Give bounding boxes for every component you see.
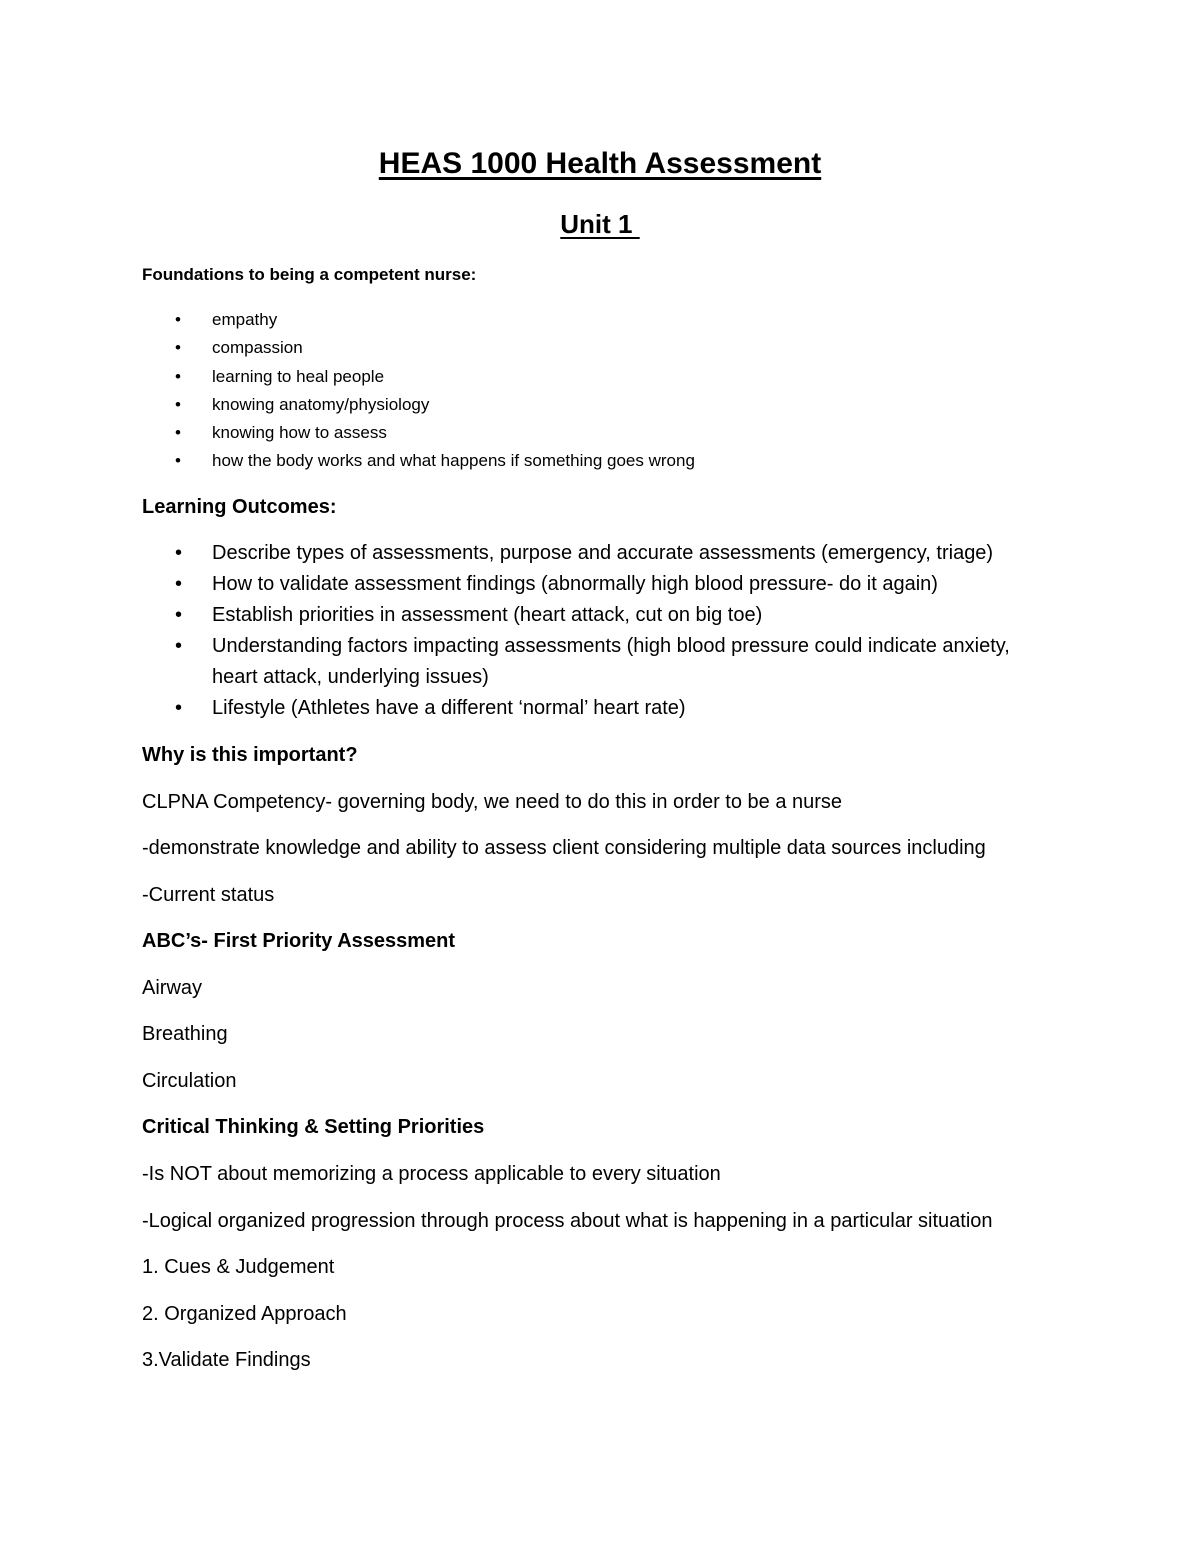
bullet-icon: • — [175, 310, 181, 329]
bullet-icon: • — [175, 338, 181, 358]
list-item: • compassion — [142, 334, 695, 362]
learning-outcomes-heading: Learning Outcomes: — [142, 496, 337, 518]
document-title: HEAS 1000 Health Assessment — [378, 147, 822, 180]
list-item: • Lifestyle (Athletes have a different ‘normal’ heart rate) — [142, 693, 1012, 724]
importance-heading: Why is this important? — [142, 744, 358, 766]
abcs-heading: ABC’s- First Priority Assessment — [142, 930, 456, 952]
foundations-list — [142, 306, 695, 476]
bullet-icon: • — [175, 635, 183, 657]
critical-thinking-line: 2. Organized Approach — [142, 1303, 347, 1325]
bullet-icon: • — [175, 423, 181, 443]
critical-thinking-heading: Critical Thinking & Setting Priorities — [142, 1116, 485, 1138]
list-item: • how the body works and what happens if something goes wrong — [142, 447, 695, 475]
critical-thinking-line: 1. Cues & Judgement — [142, 1256, 335, 1278]
bullet-icon: • — [175, 394, 181, 414]
importance-line: -Current status — [142, 884, 275, 906]
list-item: • knowing how to assess — [142, 419, 695, 447]
critical-thinking-line: 3.Validate Findings — [142, 1349, 311, 1371]
bullet-icon: • — [175, 451, 181, 471]
list-item: • Understanding factors impacting assessments (high blood pressure could indicate anxiety, heart attack, underlying issues) — [142, 631, 1012, 693]
abcs-line: Airway — [142, 977, 203, 999]
importance-line: CLPNA Competency- governing body, we need to do this in order to be a nurse — [142, 791, 843, 813]
foundations-heading: Foundations to being a competent nurse: — [142, 265, 477, 284]
importance-line: -demonstrate knowledge and ability to assess client considering multiple data sources including — [142, 837, 986, 859]
critical-thinking-line: -Logical organized progression through process about what is happening in a particular situation — [142, 1210, 993, 1232]
learning-outcomes-list — [142, 538, 1012, 724]
abcs-line: Circulation — [142, 1070, 237, 1092]
unit-heading: Unit 1 — [560, 209, 640, 239]
bullet-icon: • — [175, 697, 183, 719]
critical-thinking-line: -Is NOT about memorizing a process applicable to every situation — [142, 1163, 721, 1185]
list-item: • How to validate assessment findings (abnormally high blood pressure- do it again) — [142, 569, 1012, 600]
list-item: • Describe types of assessments, purpose and accurate assessments (emergency, triage) — [142, 538, 1012, 569]
list-item: • Establish priorities in assessment (heart attack, cut on big toe) — [142, 600, 1012, 631]
bullet-icon: • — [175, 573, 183, 595]
list-item: • knowing anatomy/physiology — [142, 391, 695, 419]
bullet-icon: • — [175, 604, 183, 626]
bullet-icon: • — [175, 542, 183, 564]
bullet-icon: • — [175, 366, 181, 386]
list-item: • learning to heal people — [142, 363, 695, 391]
list-item: • empathy — [142, 306, 695, 334]
abcs-line: Breathing — [142, 1023, 228, 1045]
